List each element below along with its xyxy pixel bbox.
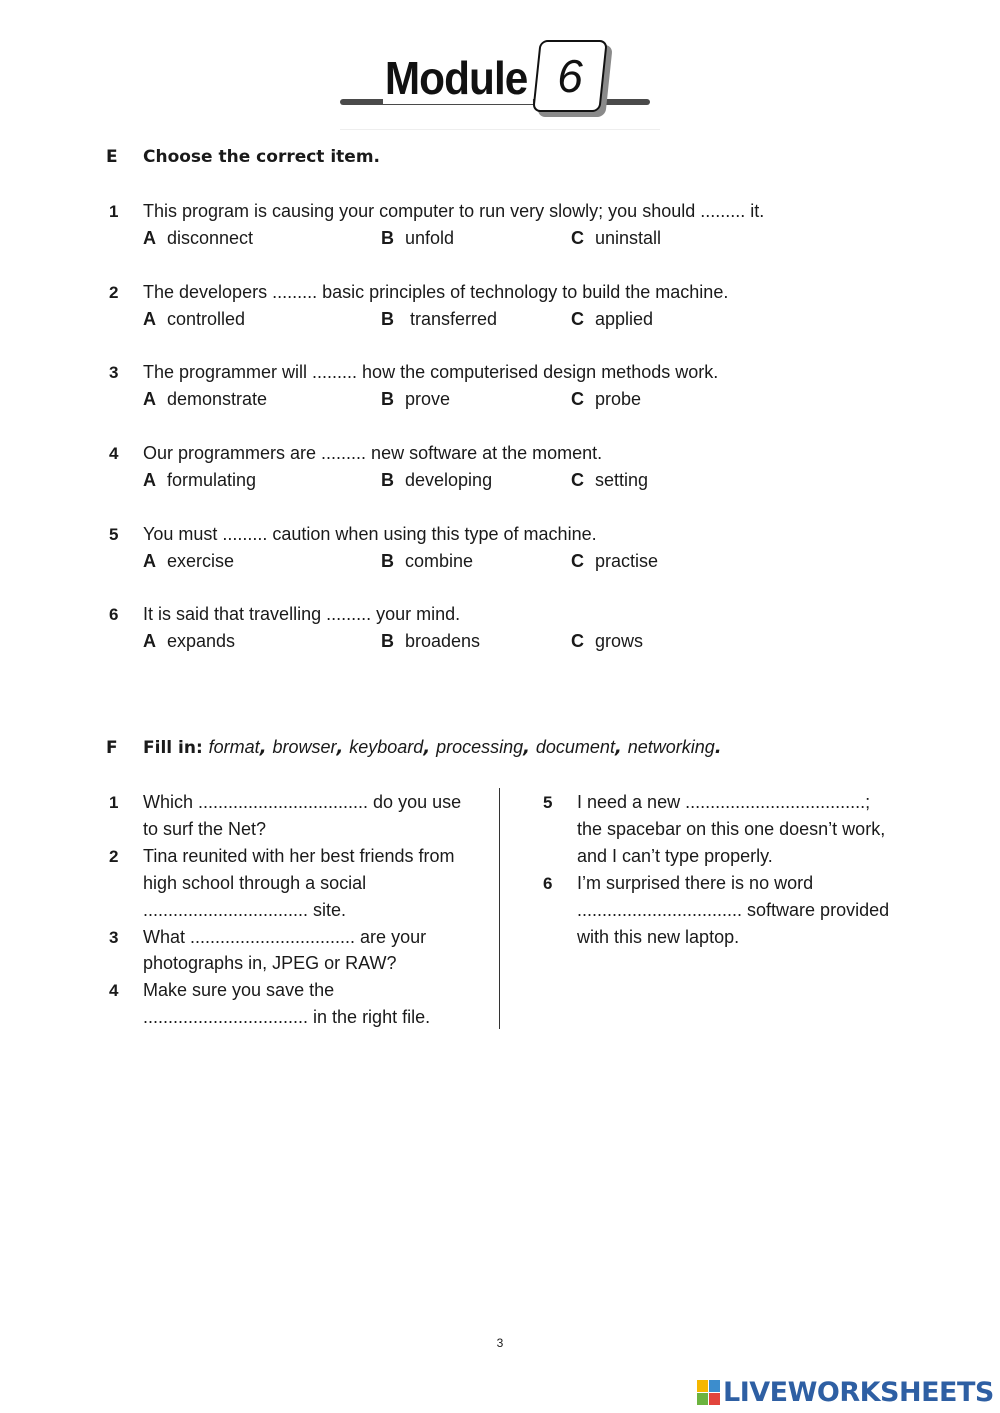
item-text-line: Which .................................. do you use <box>143 792 462 812</box>
word-separator: , <box>423 737 431 758</box>
option-b[interactable] <box>381 470 492 491</box>
question-number: 2 <box>109 283 119 302</box>
option-letter: B <box>381 470 394 490</box>
option-text: practise <box>595 551 659 571</box>
option-b[interactable] <box>381 309 497 330</box>
option-letter: C <box>571 389 584 409</box>
option-text: controlled <box>167 309 246 329</box>
option-text: disconnect <box>167 228 254 248</box>
word-separator: , <box>614 737 622 758</box>
option-text: developing <box>405 470 493 490</box>
item-text-line: ................................. software provided <box>577 899 890 920</box>
section-e-instruction: Choose the correct item. <box>143 147 381 167</box>
option-letter: B <box>381 551 394 571</box>
option-letter: C <box>571 551 584 571</box>
question-text: Our programmers are ......... new software at the moment. <box>143 443 603 463</box>
module-number: 6 <box>557 50 583 102</box>
option-a[interactable] <box>143 389 267 410</box>
item-number: 4 <box>109 981 119 1001</box>
option-letter: C <box>571 470 584 490</box>
item-number: 6 <box>543 873 553 893</box>
option-letter: B <box>381 389 394 409</box>
word-bank-item: keyboard <box>349 737 424 757</box>
option-c[interactable] <box>571 551 658 572</box>
item-text-line: I need a new ....................................; <box>577 792 871 812</box>
word-separator: , <box>336 737 344 758</box>
option-c[interactable] <box>571 470 648 491</box>
section-e-letter: E <box>106 147 118 167</box>
liveworksheets-logo-icon <box>697 1380 721 1406</box>
section-f-letter: F <box>106 738 118 758</box>
section-f-instruction <box>143 737 722 758</box>
word-bank-item: format <box>208 737 260 757</box>
word-bank-end: . <box>714 737 722 758</box>
word-separator: , <box>259 737 267 758</box>
option-text: demonstrate <box>167 389 268 409</box>
option-c[interactable] <box>571 631 643 652</box>
item-text-line: Tina reunited with her best friends from <box>143 845 455 866</box>
option-b[interactable] <box>381 631 480 652</box>
item-text-line: ................................. in the right file. <box>143 1007 431 1028</box>
option-text: transferred <box>405 309 498 329</box>
item-text-line: What ................................. are your <box>143 926 427 947</box>
option-a[interactable] <box>143 309 245 330</box>
option-letter: A <box>143 228 156 248</box>
option-text: probe <box>595 389 642 409</box>
question-number: 1 <box>109 202 119 221</box>
option-c[interactable] <box>571 228 661 249</box>
item-text-line: to surf the Net? <box>143 818 267 839</box>
option-text: uninstall <box>595 228 662 248</box>
option-b[interactable] <box>381 551 473 572</box>
option-letter: C <box>571 309 584 329</box>
question-text: The developers ......... basic principles of technology to build the machine. <box>143 282 729 302</box>
item-text-line: Make sure you save the <box>143 980 335 1001</box>
item-text-line: and I can’t type properly. <box>577 845 773 866</box>
module-title: Module <box>383 52 533 104</box>
option-text: applied <box>595 309 654 329</box>
item-number: 3 <box>109 927 119 947</box>
option-a[interactable] <box>143 470 256 491</box>
option-letter: B <box>381 309 394 329</box>
section-f-label: Fill in: <box>143 738 203 758</box>
word-bank-item: networking <box>627 737 715 757</box>
question-number: 5 <box>109 525 119 544</box>
question-text: You must ......... caution when using this type of machine. <box>143 524 597 544</box>
option-text: prove <box>405 389 451 409</box>
option-letter: C <box>571 631 584 651</box>
word-bank <box>209 738 722 758</box>
word-separator: , <box>523 737 530 758</box>
option-letter: A <box>143 551 156 571</box>
item-text-line: I’m surprised there is no word <box>577 872 814 893</box>
question-number: 4 <box>109 444 119 463</box>
item-number: 1 <box>109 793 119 812</box>
item-text-line: high school through a social <box>143 872 367 893</box>
option-text: grows <box>595 631 644 651</box>
option-letter: B <box>381 228 394 248</box>
option-c[interactable] <box>571 389 641 410</box>
option-letter: A <box>143 309 156 329</box>
option-letter: B <box>381 631 394 651</box>
option-a[interactable] <box>143 228 253 249</box>
header-divider <box>340 129 660 130</box>
option-text: setting <box>595 470 649 490</box>
item-number: 5 <box>543 793 553 812</box>
option-text: exercise <box>167 551 235 571</box>
option-text: formulating <box>167 470 257 490</box>
question-text: The programmer will ......... how the computerised design methods work. <box>143 362 719 382</box>
option-text: unfold <box>405 228 455 248</box>
option-b[interactable] <box>381 228 454 249</box>
option-text: combine <box>405 551 474 571</box>
item-text-line: the spacebar on this one doesn’t work, <box>577 818 886 839</box>
option-a[interactable] <box>143 551 234 572</box>
question-number: 6 <box>109 605 119 624</box>
option-a[interactable] <box>143 631 235 652</box>
question-text: It is said that travelling ......... your mind. <box>143 604 461 624</box>
liveworksheets-brand: LIVEWORKSHEETS <box>723 1377 994 1408</box>
option-letter: A <box>143 631 156 651</box>
option-b[interactable] <box>381 389 450 410</box>
column-divider <box>499 788 500 1029</box>
liveworksheets-logo[interactable] <box>697 1377 994 1409</box>
item-text-line: ................................. site. <box>143 899 347 920</box>
page-number: 3 <box>496 1336 504 1350</box>
word-bank-item: browser <box>272 737 337 757</box>
option-letter: A <box>143 389 156 409</box>
word-bank-item: document <box>535 737 615 757</box>
item-text-line: photographs in, JPEG or RAW? <box>143 953 397 974</box>
question-text: This program is causing your computer to run very slowly; you should ......... it. <box>143 201 765 221</box>
option-text: broadens <box>405 631 481 651</box>
item-number: 2 <box>109 846 119 866</box>
option-letter: C <box>571 228 584 248</box>
option-text: expands <box>167 631 236 651</box>
word-bank-item: processing <box>436 737 524 757</box>
option-c[interactable] <box>571 309 653 330</box>
option-letter: A <box>143 470 156 490</box>
item-text-line: with this new laptop. <box>577 926 740 947</box>
question-number: 3 <box>109 363 119 382</box>
